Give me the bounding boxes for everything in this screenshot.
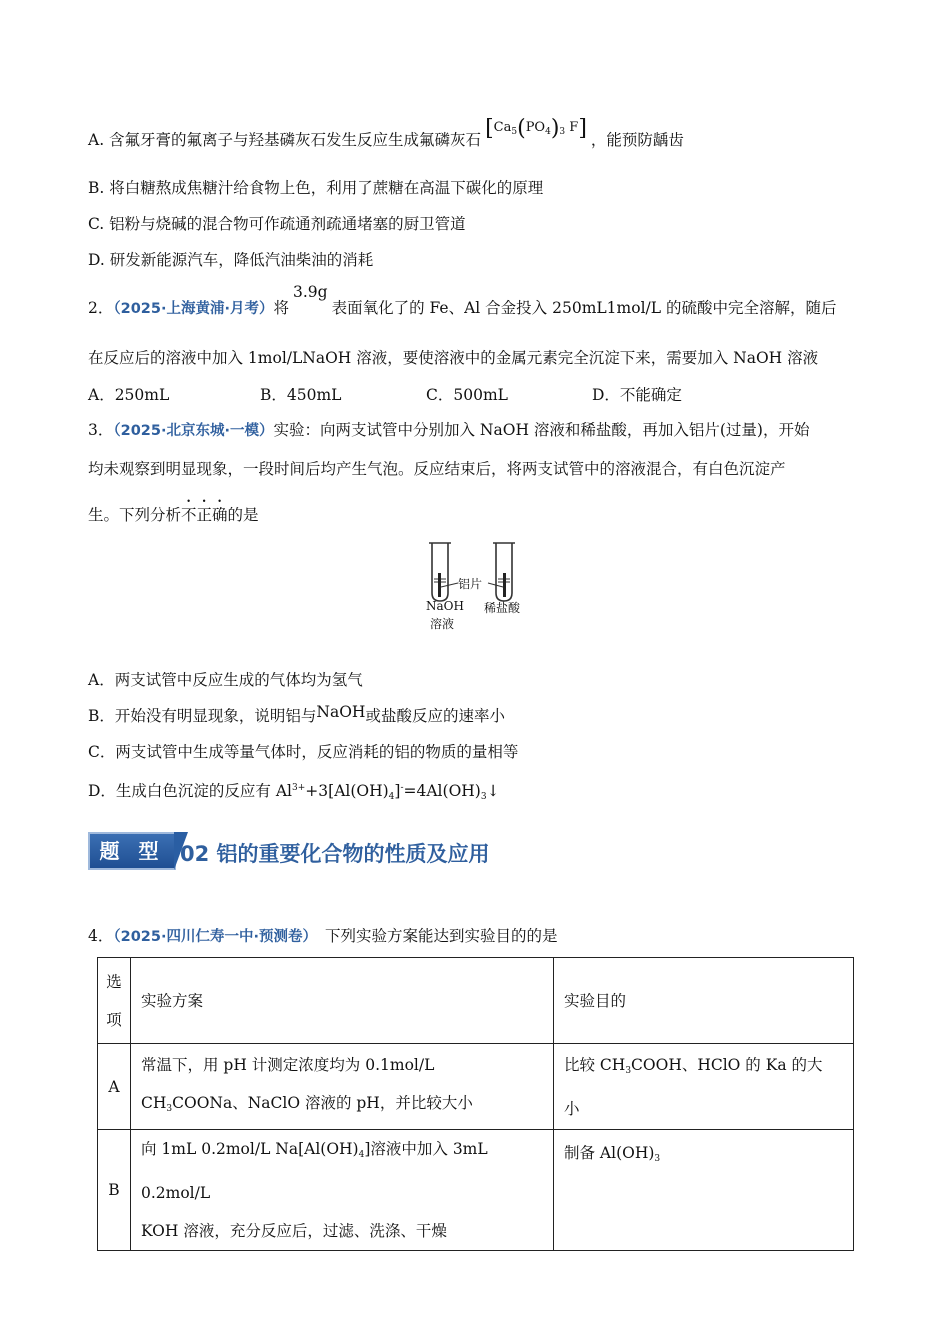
section-title: 02 铝的重要化合物的性质及应用 <box>180 842 490 866</box>
row-b-plan: 向 1mL 0.2mol/L $Na[Al(OH)_4]$溶液中加入 3mL 0.2mol/L KOH 溶液，充分反应后，过滤、洗涤、干燥 <box>131 1130 554 1251</box>
label-naoh: NaOH <box>426 599 464 613</box>
row-b-option: B <box>98 1130 131 1251</box>
label-dilute-hcl: 稀盐酸 <box>484 601 521 615</box>
q2-options <box>88 385 682 405</box>
q3-option-a: A．两支试管中反应生成的气体均为氢气 <box>88 671 363 689</box>
q2-stem-line1: 2．（2025·上海黄浦·月考）将3.9g表面氧化了的 Fe、Al 合金投入 250mL1mol/L 的硫酸中完全溶解，随后 <box>88 283 837 317</box>
table-row <box>98 1130 854 1251</box>
q1-option-c: C. 铝粉与烧碱的混合物可作疏通剂疏通堵塞的厨卫管道 <box>88 215 466 233</box>
q4-source: （2025·四川仁寿一中·预测卷） <box>113 929 317 945</box>
q2-stem-line2: 在反应后的溶液中加入 1mol/LNaOH 溶液，要使溶液中的金属元素完全沉淀下来，需要加入 NaOH 溶液 <box>88 349 819 367</box>
label-aluminum-foil: 铝片 <box>458 577 483 591</box>
q1-option-b: B. 将白糖熬成焦糖汁给食物上色，利用了蔗糖在高温下碳化的原理 <box>88 179 544 197</box>
header-goal: 实验目的 <box>554 958 854 1044</box>
table-row <box>98 1044 854 1130</box>
q2-mass: 3.9g <box>293 283 328 301</box>
header-option: 选 项 <box>98 958 131 1044</box>
q3-option-d: D．生成白色沉淀的反应有 $Al^{3+}+3[Al(OH)_4]^-=4Al(OH)_3↓$ <box>88 782 500 802</box>
row-b-goal: 制备 $Al(OH)_3$ <box>554 1130 854 1251</box>
q2-option-b: B．450mL <box>260 386 342 404</box>
section-tag: 题 型 <box>88 832 176 870</box>
section-banner <box>88 832 518 872</box>
q2-option-c: C．500mL <box>426 386 508 404</box>
q3-stem-line3: 生。下列分析不正确的是 <box>88 506 259 524</box>
emphasis-not-correct: 不正确 <box>181 506 228 524</box>
header-plan: 实验方案 <box>131 958 554 1044</box>
q3-option-c: C．两支试管中生成等量气体时，反应消耗的铝的物质的量相等 <box>88 743 519 761</box>
table-header-row <box>98 958 854 1044</box>
row-a-goal: 比较 $CH_3COOH$、HClO 的 Ka 的大 小 <box>554 1044 854 1130</box>
fluorapatite-formula: [$Ca_5(PO_4)_3$ F] <box>485 116 587 141</box>
row-a-option: A <box>98 1044 131 1130</box>
test-tubes-figure <box>418 535 536 635</box>
q1-option-d: D. 研发新能源汽车，降低汽油柴油的消耗 <box>88 251 374 269</box>
row-a-plan: 常温下，用 pH 计测定浓度均为 0.1mol/L $CH_3COONa$、NaClO 溶液的 pH，并比较大小 <box>131 1044 554 1130</box>
q4-stem: 4．（2025·四川仁寿一中·预测卷） 下列实验方案能达到实验目的的是 <box>88 927 558 945</box>
q4-table <box>97 957 854 1251</box>
q3-source: （2025·北京东城·一模） <box>113 423 274 439</box>
q3-option-b: B．开始没有明显现象，说明铝与NaOH或盐酸反应的速率小 <box>88 703 505 725</box>
q1-option-a: A. 含氟牙膏的氟离子与羟基磷灰石发生反应生成氟磷灰石 [$Ca_5(PO_4)_3$ F] ，能预防龋齿 <box>88 116 684 149</box>
label-naoh-solution: 溶液 <box>430 617 455 631</box>
q2-option-a: A．250mL <box>88 386 170 404</box>
q2-source: （2025·上海黄浦·月考） <box>113 301 274 317</box>
q3-stem-line2: 均未观察到明显现象，一段时间后均产生气泡。反应结束后，将两支试管中的溶液混合，有白色沉淀产 <box>88 460 786 478</box>
q3-stem-line1: 3．（2025·北京东城·一模）实验：向两支试管中分别加入 NaOH 溶液和稀盐酸，再加入铝片(过量)，开始 <box>88 421 810 439</box>
q2-option-d: D．不能确定 <box>592 386 682 404</box>
